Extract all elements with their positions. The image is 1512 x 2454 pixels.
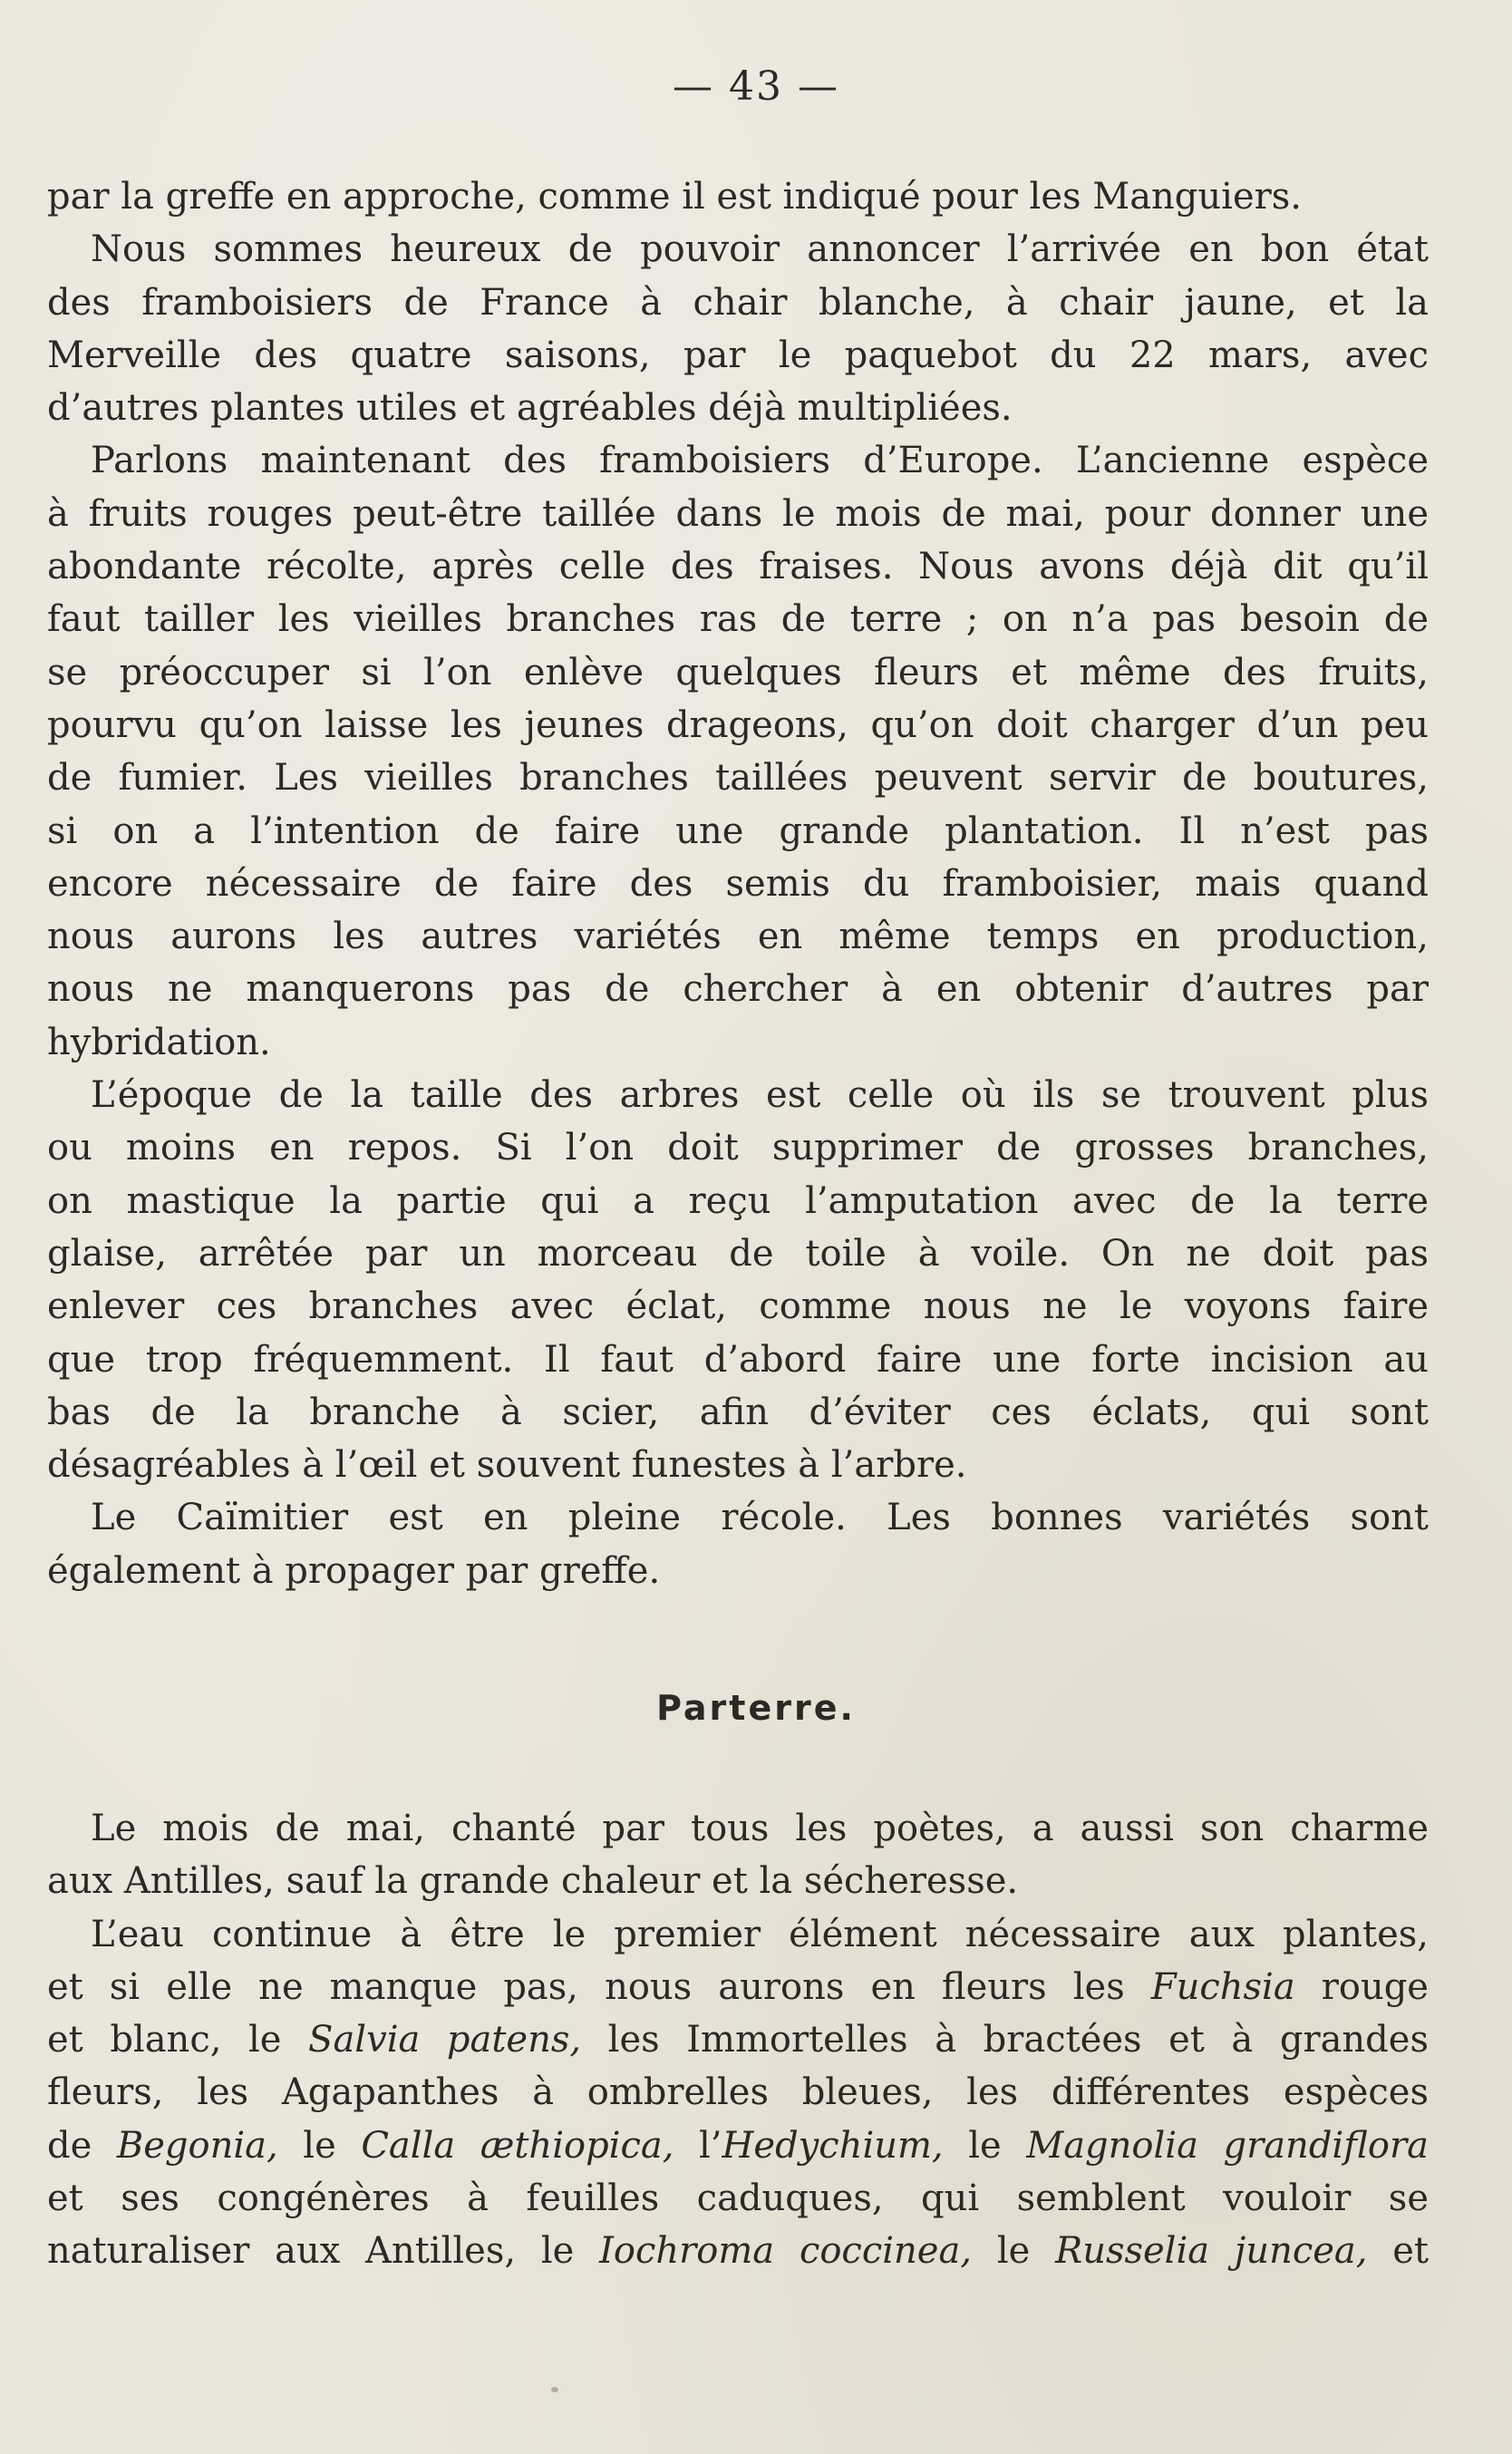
text-segment: L’eau continue à être le premier élément nécessaire aux plantes, xyxy=(91,1913,1429,1955)
text-line: Nous sommes heureux de pouvoir annoncer l’arrivée en bon état xyxy=(91,228,1429,271)
text-segment: et xyxy=(1367,2230,1429,2273)
text-line: également à propager par greffe. xyxy=(47,1549,661,1592)
text-line: bas de la branche à scier, afin d’éviter ces éclats, qui sont xyxy=(47,1391,1429,1433)
text-line: de fumier. Les vieilles branches taillées peuvent servir de boutures, xyxy=(47,757,1429,800)
text-line xyxy=(47,2172,1429,2225)
italic-term: Salvia patens, xyxy=(308,2019,582,2061)
text-line xyxy=(47,1961,1429,2013)
text-line xyxy=(47,1802,1429,1855)
text-line: se préoccuper si l’on enlève quelques fleurs et même des fruits, xyxy=(47,651,1429,694)
text-segment: l’ xyxy=(674,2124,722,2167)
text-segment: naturaliser aux Antilles, le xyxy=(47,2230,600,2273)
text-line xyxy=(47,2119,1429,2172)
text-segment: rouge xyxy=(1294,1965,1429,2008)
text-segment: et ses congénères à feuilles caduques, qui semblent vouloir se xyxy=(47,2178,1429,2220)
text-line: Merveille des quatre saisons, par le paquebot du 22 mars, avec xyxy=(47,334,1429,376)
section-title: Parterre. xyxy=(656,1688,856,1728)
text-line: ou moins en repos. Si l’on doit supprimer de grosses branches, xyxy=(47,1127,1429,1169)
text-line xyxy=(47,2066,1429,2119)
text-line: glaise, arrêtée par un morceau de toile à voile. On ne doit pas xyxy=(47,1232,1429,1275)
text-line: des framboisiers de France à chair blanche, à chair jaune, et la xyxy=(47,281,1429,324)
text-segment: et blanc, le xyxy=(47,2019,309,2061)
text-line: hybridation. xyxy=(47,1021,271,1063)
text-segment: les Immortelles à bractées et à grandes xyxy=(581,2019,1429,2061)
text-line xyxy=(47,1908,1429,1961)
page-number: — 43 — xyxy=(673,63,839,110)
text-line: encore nécessaire de faire des semis du framboisier, mais quand xyxy=(47,862,1429,905)
text-segment: le xyxy=(943,2124,1027,2167)
text-line: par la greffe en approche, comme il est indiqué pour les Manguiers. xyxy=(47,176,1303,218)
italic-term: Russelia juncea, xyxy=(1055,2230,1368,2273)
text-line: nous aurons les autres variétés en même temps en production, xyxy=(47,916,1429,958)
italic-term: Hedychium, xyxy=(722,2124,944,2167)
text-segment: et si elle ne manque pas, nous aurons en fleurs les xyxy=(47,1965,1151,2008)
text-line: L’époque de la taille des arbres est celle où ils se trouvent plus xyxy=(91,1074,1429,1117)
text-segment: de xyxy=(47,2124,117,2167)
italic-term: Magnolia grandiflora xyxy=(1026,2124,1429,2167)
text-line: si on a l’intention de faire une grande plantation. Il n’est pas xyxy=(47,810,1429,852)
ink-speck xyxy=(551,2387,558,2392)
text-line: nous ne manquerons pas de chercher à en obtenir d’autres par xyxy=(47,968,1429,1011)
text-line: que trop fréquemment. Il faut d’abord faire une forte incision au xyxy=(47,1338,1429,1381)
text-line: abondante récolte, après celle des fraises. Nous avons déjà dit qu’il xyxy=(47,546,1429,588)
text-segment: le xyxy=(972,2230,1056,2273)
text-line: Parlons maintenant des framboisiers d’Europe. L’ancienne espèce xyxy=(91,440,1429,482)
text-line: enlever ces branches avec éclat, comme nous ne le voyons faire xyxy=(47,1285,1429,1328)
body-text-section-1 xyxy=(47,170,1429,1597)
text-segment: aux Antilles, sauf la grande chaleur et la sécheresse. xyxy=(47,1860,1019,1903)
text-line: désagréables à l’œil et souvent funestes à l’arbre. xyxy=(47,1444,967,1487)
text-line: on mastique la partie qui a reçu l’amputation avec de la terre xyxy=(47,1179,1429,1222)
text-segment: Le mois de mai, chanté par tous les poètes, a aussi son charme xyxy=(91,1808,1429,1849)
text-line: faut tailler les vieilles branches ras de terre ; on n’a pas besoin de xyxy=(47,598,1429,641)
text-line xyxy=(47,2013,1429,2066)
text-segment: le xyxy=(277,2124,362,2167)
text-line: Le Caïmitier est en pleine récole. Les bonnes variétés sont xyxy=(91,1497,1429,1539)
text-line: à fruits rouges peut-être taillée dans le mois de mai, pour donner une xyxy=(47,492,1429,535)
text-segment: fleurs, les Agapanthes à ombrelles bleues, les différentes espèces xyxy=(47,2071,1429,2114)
text-line: pourvu qu’on laisse les jeunes drageons, qu’on doit charger d’un peu xyxy=(47,703,1429,746)
paragraph-group xyxy=(47,170,1429,1597)
italic-term: Begonia, xyxy=(116,2124,278,2167)
body-text-section-2 xyxy=(47,1802,1429,2278)
italic-term: Fuchsia xyxy=(1150,1965,1295,2008)
text-line xyxy=(47,1855,1429,1907)
italic-term: Iochroma coccinea, xyxy=(599,2230,973,2273)
paragraph-group xyxy=(47,1802,1429,2278)
text-line: d’autres plantes utiles et agréables déjà multipliées. xyxy=(47,387,1013,430)
text-line xyxy=(47,2225,1429,2277)
italic-term: Calla æthiopica, xyxy=(361,2124,674,2167)
